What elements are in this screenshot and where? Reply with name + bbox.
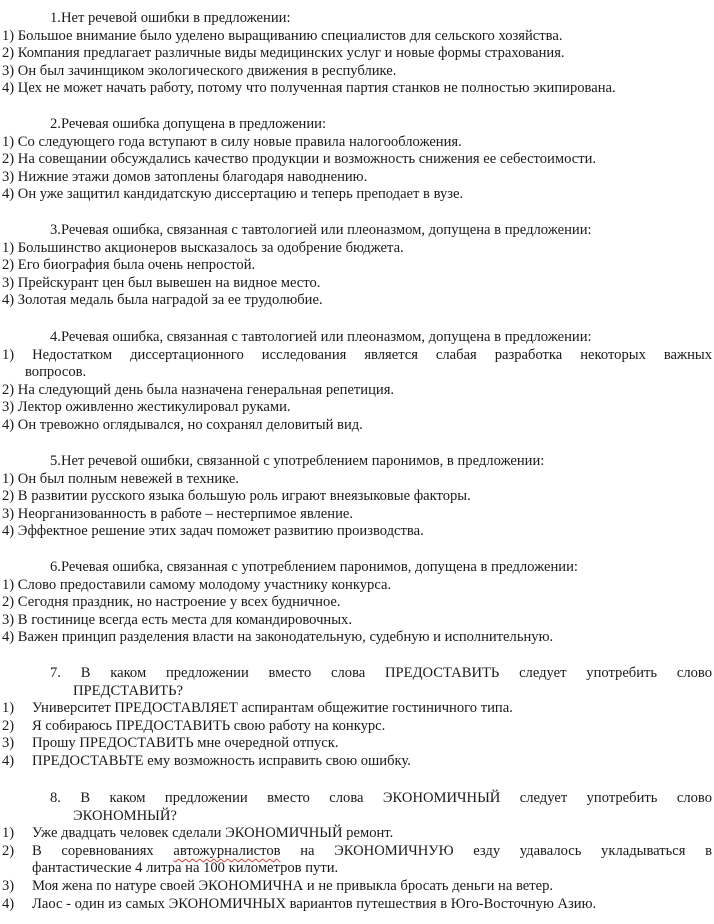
option-number: 2) (2, 842, 15, 859)
option-text: Прошу ПРЕДОСТАВИТЬ мне очередной отпуск. (32, 735, 339, 752)
option-number: 3) (2, 735, 15, 752)
answer-option: 2) Его биография была очень непростой. (2, 257, 256, 274)
answer-option: 1) Он был полным невежей в технике. (2, 470, 240, 487)
question-title-continuation: ПРЕДСТАВИТЬ? (73, 682, 184, 699)
answer-option: 2) Компания предлагает различные виды медицинских услуг и новые формы страхования. (2, 45, 565, 62)
option-text: Университет ПРЕДОСТАВЛЯЕТ аспирантам общежитие гостиничного типа. (32, 700, 513, 717)
option-number: 2) (2, 717, 15, 734)
option-text: Моя жена по натуре своей ЭКОНОМИЧНА и не привыкла бросать деньги на ветер. (32, 877, 554, 894)
answer-option (0, 735, 712, 753)
spellcheck-flagged-word[interactable]: автожурналистов (173, 842, 281, 859)
answer-option (0, 825, 712, 843)
option-number: 4) (2, 895, 15, 912)
question-7 (0, 665, 712, 771)
answer-option: 3) Неорганизованность в работе – нестерпимое явление. (2, 505, 354, 522)
answer-option: 3) Прейскурант цен был вывешен на видное место. (2, 274, 321, 291)
question-title: 3.Речевая ошибка, связанная с тавтологией или плеоназмом, допущена в предложении: (50, 222, 592, 238)
answer-option: 3) Нижние этажи домов затоплены благодаря наводнению. (2, 168, 368, 185)
answer-option (0, 718, 712, 736)
answer-option: 4) Цех не может начать работу, потому что полученная партия станков не полностью экипирована. (2, 80, 616, 97)
answer-option (0, 700, 712, 718)
answer-option: 4) Золотая медаль была наградой за ее трудолюбие. (2, 292, 323, 309)
answer-option: 2) На совещании обсуждались качество продукции и возможность снижения ее себестоимости. (2, 151, 597, 168)
question-title: 8. В каком предложении вместо слова ЭКОНОМИЧНЫЙ следует употребить слово (50, 790, 712, 806)
answer-option (0, 843, 712, 878)
question-title: 2.Речевая ошибка допущена в предложении: (50, 116, 327, 132)
answer-option-continuation: вопросов. (25, 364, 87, 381)
option-text-line (32, 843, 712, 861)
answer-option (0, 896, 712, 914)
answer-option: 4) Он тревожно оглядывался, но сохранял деловитый вид. (2, 416, 363, 433)
option-number: 4) (2, 752, 15, 769)
question-1 (0, 10, 712, 98)
answer-option: 3) Лектор оживленно жестикулировал руками. (2, 399, 291, 416)
question-title: 6.Речевая ошибка, связанная с употреблением паронимов, допущена в предложении: (50, 559, 578, 575)
answer-option (0, 753, 712, 771)
option-text: Лаос - один из самых ЭКОНОМИЧНЫХ вариантов путешествия в Юго-Восточную Азию. (32, 895, 597, 912)
answer-option: 2) В развитии русского языка большую роль играют внеязыковые факторы. (2, 488, 471, 505)
option-text: ПРЕДОСТАВЬТЕ ему возможность исправить свою ошибку. (32, 752, 411, 769)
option-text: В соревнованиях (32, 842, 154, 859)
answer-option: 1) Недостатком диссертационного исследования является слабая разработка некоторых важных (2, 346, 712, 363)
answer-option: 1) Слово предоставили самому молодому участнику конкурса. (2, 576, 392, 593)
option-number: 1) (2, 700, 15, 717)
question-title-continuation: ЭКОНОМНЫЙ? (73, 807, 177, 824)
question-title: 5.Нет речевой ошибки, связанной с употреблением паронимов, в предложении: (50, 453, 545, 469)
answer-option: 4) Он уже защитил кандидатскую диссертацию и теперь преподает в вузе. (2, 186, 464, 203)
question-title: 7. В каком предложении вместо слова ПРЕДОСТАВИТЬ следует употребить слово (50, 665, 712, 681)
question-8 (0, 790, 712, 913)
answer-option: 1) Большинство акционеров высказалось за одобрение бюджета. (2, 239, 404, 256)
answer-option: 2) На следующий день была назначена генеральная репетиция. (2, 381, 395, 398)
question-title: 4.Речевая ошибка, связанная с тавтологией или плеоназмом, допущена в предложении: (50, 329, 592, 345)
question-5 (0, 453, 712, 541)
option-text: Уже двадцать человек сделали ЭКОНОМИЧНЫЙ ремонт. (32, 825, 394, 842)
question-3 (0, 222, 712, 310)
answer-option: 3) В гостинице всегда есть места для командировочных. (2, 611, 352, 628)
answer-option: 4) Важен принцип разделения власти на законодательную, судебную и исполнительную. (2, 629, 554, 646)
option-text-continuation: фантастические 4 литра на 100 километров пути. (32, 860, 339, 877)
answer-option (0, 878, 712, 896)
question-4 (0, 329, 712, 435)
answer-option: 2) Сегодня праздник, но настроение у всех будничное. (2, 594, 341, 611)
question-title: 1.Нет речевой ошибки в предложении: (50, 10, 291, 26)
option-text: на ЭКОНОМИЧНУЮ езду удавалось укладываться в (300, 842, 712, 859)
question-6 (0, 559, 712, 647)
answer-option: 1) Со следующего года вступают в силу новые правила налогообложения. (2, 133, 462, 150)
option-number: 1) (2, 825, 15, 842)
answer-option: 3) Он был зачинщиком экологического движения в республике. (2, 62, 397, 79)
option-text: Я собираюсь ПРЕДОСТАВИТЬ свою работу на конкурс. (32, 717, 386, 734)
answer-option: 1) Большое внимание было уделено выращиванию специалистов для сельского хозяйства. (2, 27, 563, 44)
option-number: 3) (2, 877, 15, 894)
question-2 (0, 116, 712, 204)
answer-option: 4) Эффектное решение этих задач поможет развитию производства. (2, 523, 424, 540)
